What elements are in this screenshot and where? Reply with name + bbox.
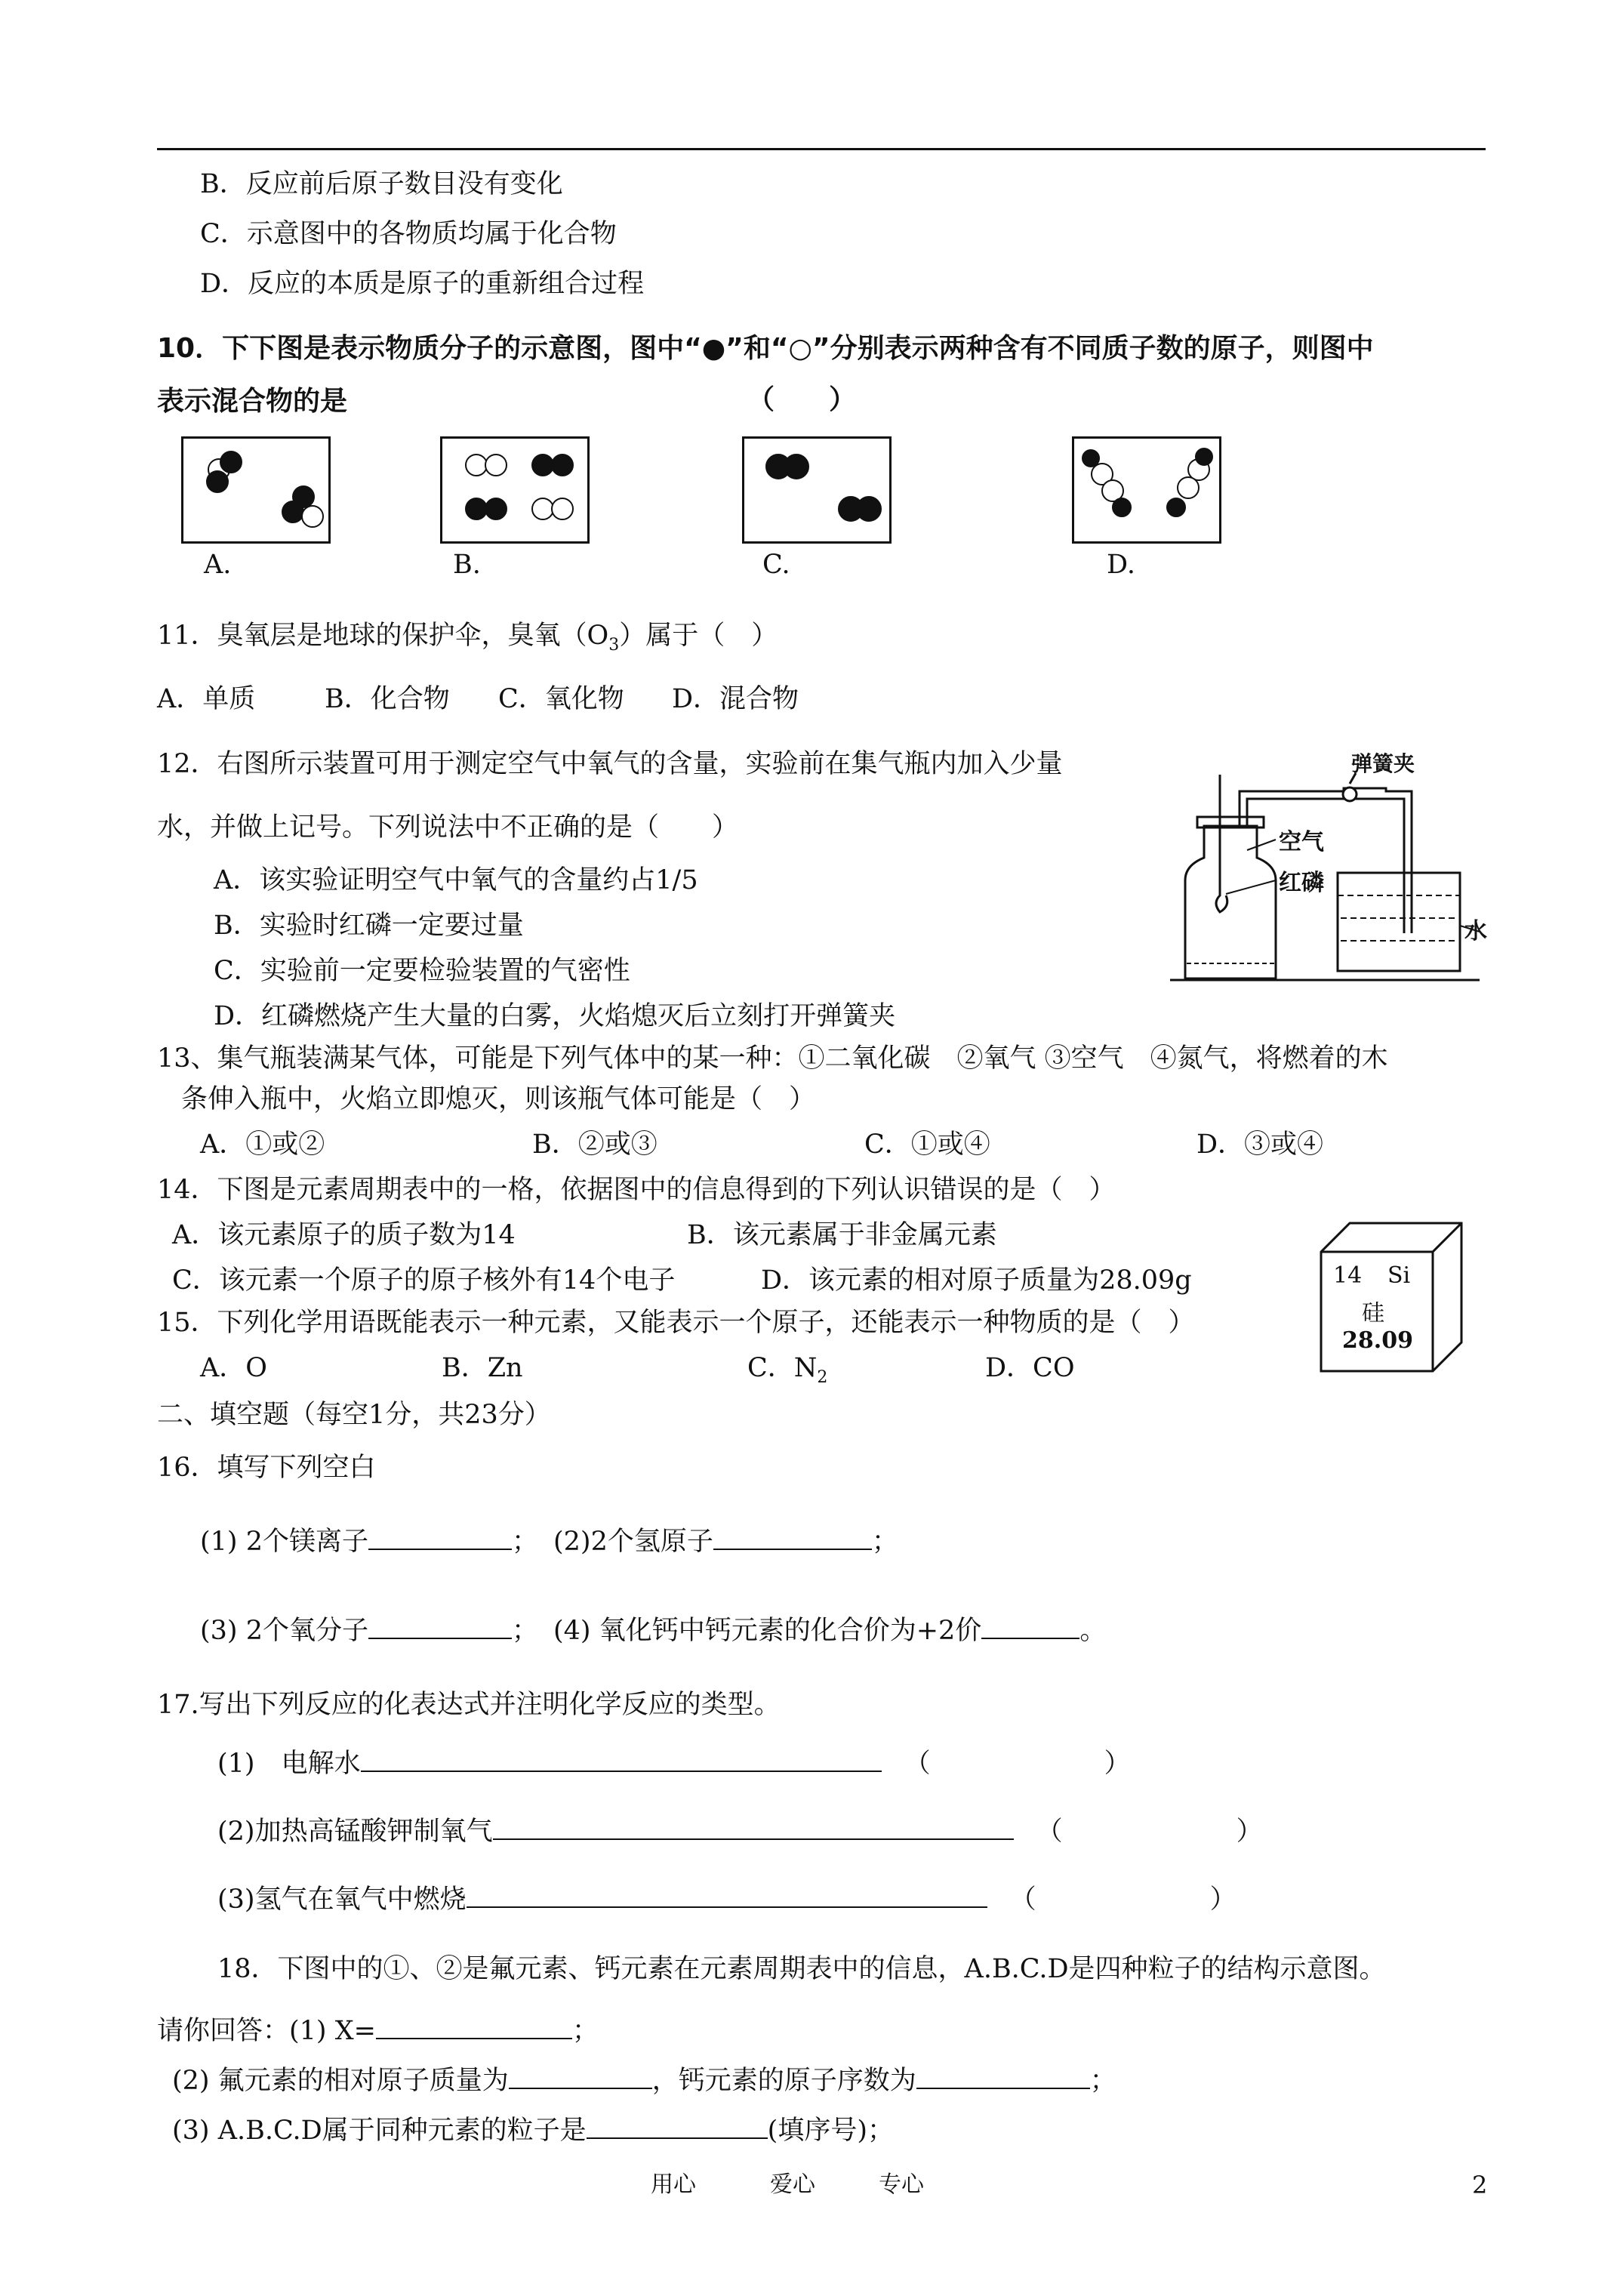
q10-box-a	[181, 436, 331, 544]
si-element-cell	[1320, 1222, 1463, 1373]
solid-atom-icon	[220, 451, 242, 473]
footer-motto-2: 爱心	[770, 2171, 815, 2198]
solid-atom-icon	[1112, 498, 1132, 517]
page-number: 2	[1472, 2171, 1488, 2199]
q18-row-3	[172, 2114, 894, 2147]
q12-option-a: A．该实验证明空气中氧气的含量约占1/5	[214, 865, 698, 895]
q11-stem-a: 11．臭氧层是地球的保护伞，臭氧（O	[157, 621, 609, 651]
q17-row-1	[217, 1747, 1131, 1780]
q18-blank-calcium-number[interactable]	[916, 2065, 1090, 2089]
q13-option-b: B．②或③	[532, 1130, 658, 1160]
q16-sep-3: ；	[511, 1616, 538, 1646]
q18-blank-same-element[interactable]	[587, 2115, 768, 2139]
q18-item-3a: (3) A.B.C.D属于同种元素的粒子是	[172, 2116, 587, 2146]
q14-stem: 14．下图是元素周期表中的一格，依据图中的信息得到的下列认识错误的是（ ）	[157, 1175, 1116, 1205]
q17-row-3	[217, 1883, 1236, 1916]
q10-label-c: C.	[762, 550, 790, 580]
q12-option-d: D．红磷燃烧产生大量的白雾，火焰熄灭后立刻打开弹簧夹	[214, 1001, 896, 1031]
q11-option-c: C．氧化物	[498, 684, 624, 714]
solid-atom-icon	[485, 498, 507, 520]
q17-lparen-3: （	[1009, 1885, 1036, 1915]
q17-item-3: (3)氢气在氧气中燃烧	[217, 1885, 467, 1915]
q10-box-c	[742, 436, 892, 544]
q16-sep-2: ；	[871, 1527, 898, 1557]
q11-stem-sub: 3	[608, 636, 620, 655]
q16-item-1: (1) 2个镁离子	[200, 1527, 368, 1557]
q17-rparen-3: ）	[1209, 1885, 1236, 1915]
q13-stem-2: 条伸入瓶中，火焰立即熄灭，则该瓶气体可能是（ ）	[181, 1084, 816, 1114]
q16-blank-2[interactable]	[713, 1526, 872, 1550]
solid-atom-icon	[856, 496, 882, 522]
q11-option-d: D．混合物	[672, 684, 799, 714]
q12-option-b: B．实验时红磷一定要过量	[214, 911, 524, 941]
q10-box-b	[440, 436, 590, 544]
q18-row-1	[157, 2014, 599, 2048]
air-label: 空气	[1279, 829, 1324, 855]
hollow-atom-icon	[301, 505, 324, 528]
q9-option-b: B．反应前后原子数目没有变化	[200, 169, 563, 199]
q12-stem-2: 水，并做上记号。下列说法中不正确的是（ ）	[157, 812, 739, 843]
hollow-atom-icon	[485, 454, 507, 476]
q14-option-d: D．该元素的相对原子质量为28.09g	[761, 1265, 1192, 1296]
spring-clip-label: 弹簧夹	[1351, 751, 1415, 776]
q15-option-c-text: C．N	[747, 1353, 818, 1383]
solid-atom-icon	[1166, 498, 1186, 517]
q9-option-d: D．反应的本质是原子的重新组合过程	[200, 269, 645, 299]
solid-atom-icon	[551, 454, 574, 476]
q17-equation-blank-2[interactable]	[493, 1816, 1014, 1840]
solid-atom-icon	[282, 501, 304, 523]
q17-item-2: (2)加热高锰酸钾制氧气	[217, 1817, 493, 1847]
q15-option-a: A．O	[200, 1353, 267, 1383]
q16-sep-1: ；	[511, 1527, 538, 1557]
q17-lparen-1: （	[904, 1749, 931, 1779]
q16-blank-1[interactable]	[368, 1526, 512, 1550]
section-2-title: 二、填空题（每空1分，共23分）	[157, 1400, 551, 1430]
q11-option-b: B．化合物	[325, 684, 450, 714]
q12-stem: 12．右图所示装置可用于测定空气中氧气的含量，实验前在集气瓶内加入少量	[157, 749, 1063, 779]
q16-blank-3[interactable]	[368, 1615, 512, 1639]
q15-option-b: B．Zn	[442, 1353, 523, 1383]
q17-item-1: (1) 电解水	[217, 1749, 361, 1779]
water-label: 水	[1464, 918, 1487, 945]
q18-stem: 18．下图中的①、②是氟元素、钙元素在元素周期表中的信息，A.B.C.D是四种粒子的结构示意图。	[217, 1954, 1386, 1984]
footer-motto-3: 专心	[879, 2171, 924, 2198]
solid-atom-icon	[1195, 448, 1213, 466]
q9-option-c: C．示意图中的各物质均属于化合物	[200, 219, 617, 249]
q18-semi-2: ；	[1089, 2066, 1116, 2096]
q13-stem: 13、集气瓶装满某气体，可能是下列气体中的某一种：①二氧化碳 ②氧气 ③空气 ④氮气，将燃着的木	[157, 1043, 1388, 1074]
red-phosphorus-label: 红磷	[1279, 870, 1324, 896]
q13-option-a: A．①或②	[200, 1130, 325, 1160]
element-symbol: Si	[1387, 1262, 1411, 1289]
q17-lparen-2: （	[1036, 1817, 1063, 1847]
q11-stem-b: ）属于（ ）	[619, 621, 778, 651]
header-rule	[157, 148, 1486, 150]
solid-atom-icon	[206, 470, 229, 493]
q18-row-2	[172, 2064, 1116, 2097]
q13-option-d: D．③或④	[1196, 1130, 1324, 1160]
q16-end: 。	[1079, 1616, 1107, 1646]
q14-option-b: B．该元素属于非金属元素	[687, 1220, 997, 1250]
q17-row-2	[217, 1815, 1263, 1848]
q10-label-b: B.	[453, 550, 481, 580]
solid-atom-icon	[784, 454, 809, 479]
q10-box-d	[1072, 436, 1221, 544]
q15-option-d: D．CO	[985, 1353, 1075, 1383]
q10-stem: 10．下下图是表示物质分子的示意图，图中“●”和“○”分别表示两种含有不同质子数的原子，则图中	[157, 333, 1374, 364]
apparatus-drawing	[1163, 744, 1495, 986]
hollow-atom-icon	[551, 498, 574, 520]
q15-stem: 15．下列化学用语既能表示一种元素，又能表示一个原子，还能表示一种物质的是（ ）	[157, 1308, 1195, 1338]
q15-option-c-sub: 2	[817, 1368, 828, 1387]
q17-stem: 17.写出下列反应的化表达式并注明化学反应的类型。	[157, 1690, 781, 1720]
q11-option-a: A．单质	[157, 684, 256, 714]
atomic-number: 14	[1333, 1262, 1363, 1289]
q17-equation-blank-3[interactable]	[467, 1884, 987, 1908]
q10-answer-paren: （ ）	[747, 384, 857, 415]
hollow-atom-icon	[1177, 476, 1200, 499]
element-name: 硅	[1362, 1300, 1384, 1327]
q18-blank-x[interactable]	[376, 2015, 572, 2039]
atomic-mass: 28.09	[1342, 1327, 1413, 1354]
q16-item-2: (2)2个氢原子	[553, 1527, 713, 1557]
q18-semi-1: ；	[571, 2016, 599, 2046]
q12-option-c: C．实验前一定要检验装置的气密性	[214, 956, 630, 986]
q18-item-2b: ，钙元素的原子序数为	[651, 2066, 916, 2096]
q16-row-1	[200, 1525, 898, 1558]
q16-row-2	[200, 1614, 1106, 1647]
q14-option-c: C．该元素一个原子的原子核外有14个电子	[172, 1265, 676, 1296]
q18-ask: 请你回答：(1) X=	[157, 2016, 376, 2046]
q10-label-d: D.	[1107, 550, 1135, 580]
q18-item-2a: (2) 氟元素的相对原子质量为	[172, 2066, 509, 2096]
q16-item-3: (3) 2个氧分子	[200, 1616, 368, 1646]
q13-option-c: C．①或④	[864, 1130, 990, 1160]
q16-item-4: (4) 氧化钙中钙元素的化合价为+2价	[553, 1616, 982, 1646]
q12-apparatus-figure	[1163, 744, 1495, 986]
q15-option-c	[747, 1351, 827, 1395]
q11-stem	[157, 619, 778, 662]
q10-stem-2: 表示混合物的是	[157, 386, 348, 417]
q16-stem: 16．填写下列空白	[157, 1453, 376, 1483]
q16-blank-4[interactable]	[981, 1615, 1079, 1639]
q18-item-3b: (填序号)；	[767, 2116, 894, 2146]
q10-label-a: A.	[204, 550, 232, 580]
q17-rparen-2: ）	[1236, 1817, 1263, 1847]
q14-option-a: A．该元素原子的质子数为14	[172, 1220, 516, 1250]
q18-blank-fluorine-mass[interactable]	[509, 2065, 652, 2089]
footer-motto-1: 用心	[651, 2171, 696, 2198]
q17-equation-blank-1[interactable]	[361, 1748, 882, 1772]
q17-rparen-1: ）	[1104, 1749, 1131, 1779]
